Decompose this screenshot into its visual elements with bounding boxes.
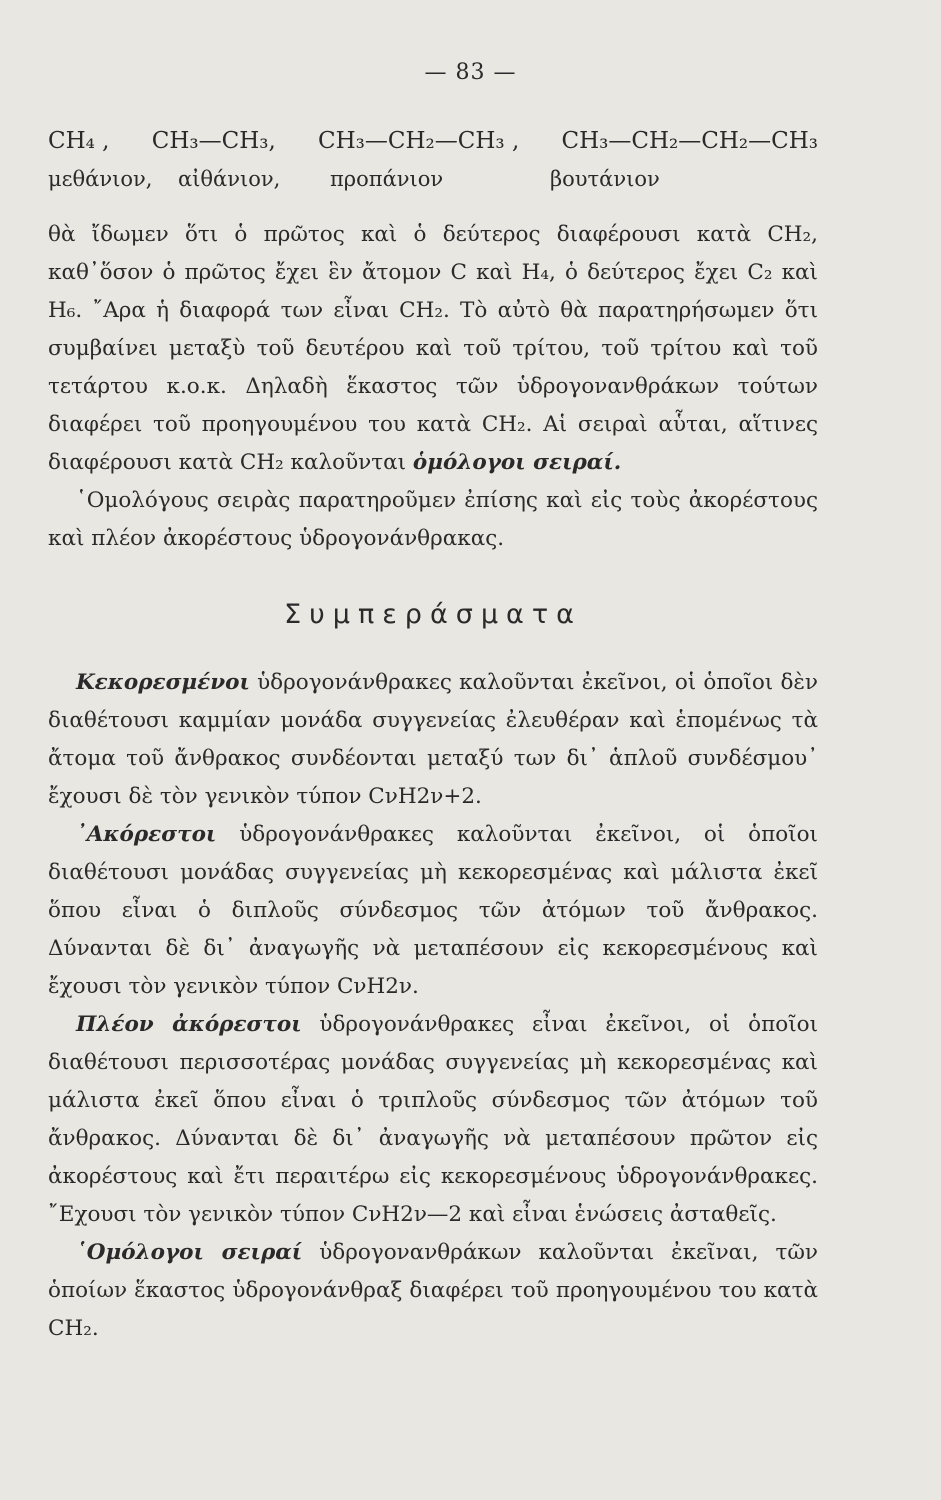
- conclusion-text: ὑδρογονάνθρακες καλοῦνται ἐκεῖνοι, οἱ ὁποῖοι διαθέτουσι μονάδας συγγενείας μὴ κεκορεσμένας καὶ μάλιστα ἐκεῖ ὅπου εἶναι ὁ διπλοῦς σύνδεσμος τῶν ἀτόμων τοῦ ἄνθρακος. Δύνανται δὲ δι᾽ ἀναγωγῆς νὰ μεταπέσουν εἰς κεκορεσμένους καὶ ἔχουσι τὸν γενικὸν τύπον CνH2ν.: [48, 822, 818, 999]
- conclusion-term: ᾽Ακόρεστοι: [76, 822, 217, 847]
- formula-propane: CH₃—CH₂—CH₃ ,: [318, 128, 520, 154]
- conclusion-text: ὑδρογονάνθρακες καλοῦνται ἐκεῖνοι, οἱ ὁποῖοι δὲν διαθέτουσι καμμίαν μονάδα συγγενείας ἐλευθέραν καὶ ἑπομένως τὰ ἄτομα τοῦ ἄνθρακος συνδέονται μεταξύ των δι᾽ ἁπλοῦ συνδέσμου᾽ ἔχουσι δὲ τὸν γενικὸν τύπον CνH2ν+2.: [48, 670, 818, 809]
- page-number: — 83 —: [424, 60, 517, 85]
- name-row: [48, 160, 818, 198]
- conclusion-paragraph: [48, 1234, 818, 1348]
- homologous-note: ῾Ομολόγους σειρὰς παρατηροῦμεν ἐπίσης καὶ εἰς τοὺς ἀκορέστους καὶ πλέον ἀκορέστους ὑδρογονάνθρακας.: [48, 488, 818, 551]
- conclusion-term: ῾Ομόλογοι σειραί: [76, 1240, 303, 1265]
- intro-term: ὁμόλογοι σειραί.: [412, 450, 622, 475]
- formula-ethane: CH₃—CH₃,: [151, 128, 276, 154]
- conclusion-paragraph: [48, 816, 818, 1006]
- conclusion-paragraph: [48, 664, 818, 816]
- name-ethane: αἰθάνιον,: [178, 167, 281, 191]
- formula-row: [48, 122, 818, 160]
- conclusion-text: ὑδρογονάνθρακες εἶναι ἐκεῖνοι, οἱ ὁποῖοι διαθέτουσι περισσοτέρας μονάδας συγγενείας μὴ κεκορεσμένας καὶ μάλιστα ἐκεῖ ὅπου εἶναι ὁ τριπλοῦς σύνδεσμος τῶν ἀτόμων τοῦ ἄνθρακος. Δύνανται δὲ δι᾽ ἀναγωγῆς νὰ μεταπέσουν πρῶτον εἰς ἀκορέστους καὶ ἔτι περαιτέρω εἰς κεκορεσμένους ὑδρογονάνθρακες. ῎Εχουσι τὸν γενικὸν τύπον CνH2ν—2 καὶ εἶναι ἑνώσεις ἀσταθεῖς.: [48, 1012, 818, 1227]
- formula-butane: CH₃—CH₂—CH₂—CH₃: [561, 128, 818, 154]
- conclusion-paragraph: [48, 1006, 818, 1234]
- name-propane: προπάνιον: [330, 167, 444, 191]
- formula-methane: CH₄ ,: [48, 128, 110, 154]
- page-content: [48, 122, 818, 1348]
- name-methane: μεθάνιον,: [48, 167, 153, 191]
- intro-text: θὰ ἴδωμεν ὅτι ὁ πρῶτος καὶ ὁ δεύτερος διαφέρουσι κατὰ CH₂, καθ᾽ὅσον ὁ πρῶτος ἔχει ἓν ἄτομον C καὶ H₄, ὁ δεύτερος ἔχει C₂ καὶ H₆. ῎Αρα ἡ διαφορά των εἶναι CH₂. Τὸ αὐτὸ θὰ παρατηρήσωμεν ὅτι συμβαίνει μεταξὺ τοῦ δευτέρου καὶ τοῦ τρίτου, τοῦ τρίτου καὶ τοῦ τετάρτου κ.ο.κ. Δηλαδὴ ἕκαστος τῶν ὑδρογονανθράκων τούτων διαφέρει τοῦ προηγουμένου του κατὰ CH₂. Αἱ σειραὶ αὗται, αἵτινες διαφέρουσι κατὰ CH₂ καλοῦνται: [48, 222, 818, 475]
- section-heading: Συμπεράσματα: [284, 599, 582, 630]
- conclusion-term: Πλέον ἀκόρεστοι: [76, 1012, 302, 1037]
- conclusion-term: Κεκορεσμένοι: [76, 670, 250, 695]
- intro-paragraph: [48, 216, 818, 482]
- conclusion-text: ὑδρογονανθράκων καλοῦνται ἐκεῖναι, τῶν ὁποίων ἕκαστος ὑδρογονάνθραξ διαφέρει τοῦ προηγουμένου του κατὰ CH₂.: [48, 1240, 818, 1341]
- name-butane: βουτάνιον: [550, 167, 660, 191]
